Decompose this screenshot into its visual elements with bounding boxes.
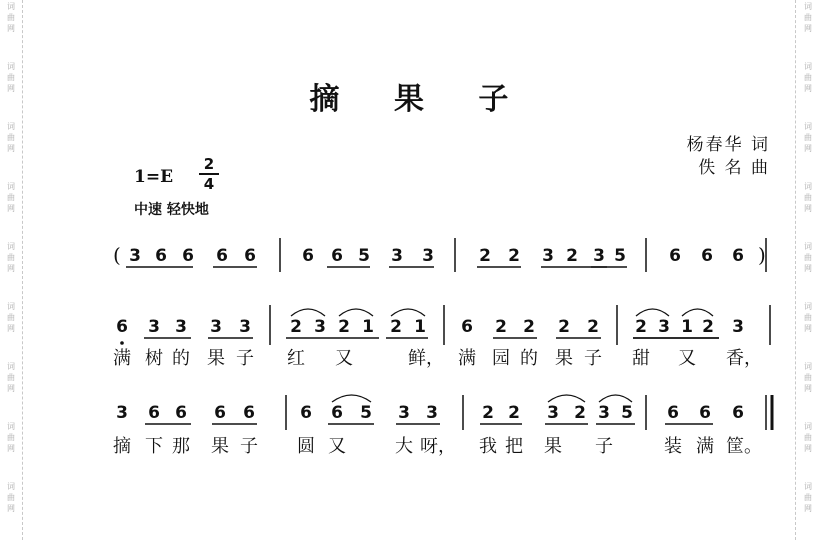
note: 2	[508, 246, 520, 266]
lyric-syllable: 装	[664, 436, 682, 457]
watermark-char: 曲	[804, 13, 812, 22]
lyric-syllable: 果	[211, 436, 229, 457]
slur	[682, 309, 713, 316]
watermark-char: 曲	[7, 433, 15, 442]
lyric-syllable: 果	[544, 436, 562, 457]
note: 3	[116, 403, 128, 423]
watermark-char: 词	[7, 422, 15, 431]
note: 6	[701, 246, 713, 266]
lyric-syllable: 子	[236, 348, 254, 369]
note: 3	[129, 246, 141, 266]
watermark-char: 词	[804, 422, 812, 431]
note: 3	[426, 403, 438, 423]
watermark-char: 词	[7, 242, 15, 251]
watermark-char: 词	[804, 182, 812, 191]
watermark-char: 网	[7, 444, 15, 453]
lyric-syllable: 满	[113, 348, 131, 369]
note: 3	[422, 246, 434, 266]
lyric-syllable: 香，	[726, 348, 762, 369]
watermark-char: 网	[7, 264, 15, 273]
note: 6	[300, 403, 312, 423]
watermark-char: 网	[7, 24, 15, 33]
lyric-syllable: 下	[145, 436, 163, 457]
watermark-char: 曲	[804, 493, 812, 502]
lyric-syllable: 树	[145, 348, 163, 369]
note: 2	[479, 246, 491, 266]
slur	[339, 309, 373, 316]
watermark-char: 网	[7, 144, 15, 153]
note: 2	[702, 317, 714, 337]
watermark-char: 网	[7, 204, 15, 213]
note: 3	[391, 246, 403, 266]
note: 2	[574, 403, 586, 423]
lyric-syllable: 大	[395, 436, 413, 457]
note: 6	[669, 246, 681, 266]
note: 6	[302, 246, 314, 266]
note: 2	[495, 317, 507, 337]
watermark-char: 词	[7, 62, 15, 71]
note: 2	[523, 317, 535, 337]
lyric-syllable: 子	[240, 436, 258, 457]
lyric-syllable: 甜	[632, 348, 650, 369]
note: 3	[148, 317, 160, 337]
note: 6	[116, 317, 128, 337]
lyric-syllable: 子	[584, 348, 602, 369]
watermark-char: 曲	[804, 373, 812, 382]
watermark-char: 曲	[804, 313, 812, 322]
note: 2	[587, 317, 599, 337]
note: 2	[338, 317, 350, 337]
note: 6	[244, 246, 256, 266]
note: 6	[331, 403, 343, 423]
watermark-char: 曲	[804, 253, 812, 262]
slur	[636, 309, 669, 316]
watermark-char: 网	[7, 384, 15, 393]
note: 3	[598, 403, 610, 423]
watermark-char: 词	[804, 62, 812, 71]
lyric-syllable: 果	[207, 348, 225, 369]
note: 3	[175, 317, 187, 337]
note: 3	[314, 317, 326, 337]
watermark-char: 网	[804, 84, 812, 93]
watermark-char: 词	[7, 302, 15, 311]
watermark-char: 词	[7, 122, 15, 131]
note: 3	[547, 403, 559, 423]
slur	[332, 395, 371, 402]
watermark-char: 网	[804, 384, 812, 393]
note: 3	[210, 317, 222, 337]
lyric-syllable: 的	[172, 348, 190, 369]
note: 3	[398, 403, 410, 423]
note: 3	[732, 317, 744, 337]
time-signature-top: 2	[203, 155, 215, 173]
watermark-char: 曲	[7, 133, 15, 142]
lyric-syllable: 圆	[297, 436, 315, 457]
watermark-char: 曲	[804, 193, 812, 202]
watermark-char: 词	[7, 482, 15, 491]
note: 6	[155, 246, 167, 266]
note: 1	[362, 317, 374, 337]
lyric-syllable: 我	[479, 436, 497, 457]
watermark-char: 词	[804, 122, 812, 131]
watermark-char: 词	[804, 302, 812, 311]
watermark-char: 词	[804, 482, 812, 491]
note: 2	[558, 317, 570, 337]
lyric-syllable: 的	[520, 348, 538, 369]
note: 2	[390, 317, 402, 337]
lyric-syllable: 呀，	[420, 436, 456, 457]
note: 6	[216, 246, 228, 266]
watermark-char: 网	[804, 144, 812, 153]
watermark-char: 曲	[7, 253, 15, 262]
note: 6	[461, 317, 473, 337]
note: 2	[290, 317, 302, 337]
watermark-char: 曲	[804, 73, 812, 82]
note: 2	[635, 317, 647, 337]
repeat-paren-close: )	[758, 243, 766, 267]
lyric-syllable: 把	[505, 436, 523, 457]
lyric-syllable: 那	[172, 436, 190, 457]
watermark-char: 网	[804, 264, 812, 273]
watermark-char: 曲	[7, 73, 15, 82]
watermark-char: 网	[7, 84, 15, 93]
note: 5	[614, 246, 626, 266]
watermark-char: 曲	[804, 133, 812, 142]
watermark-char: 曲	[7, 13, 15, 22]
composer-credit: 佚 名 曲	[698, 158, 770, 178]
lyric-syllable: 满	[696, 436, 714, 457]
watermark-char: 曲	[804, 433, 812, 442]
watermark-char: 词	[804, 242, 812, 251]
note: 6	[243, 403, 255, 423]
key-signature: 1=E	[134, 167, 174, 187]
watermark-char: 词	[804, 362, 812, 371]
note: 3	[658, 317, 670, 337]
watermark-char: 网	[7, 324, 15, 333]
song-title: 摘 果 子	[309, 82, 531, 117]
note: 2	[508, 403, 520, 423]
time-signature-bottom: 4	[203, 175, 215, 193]
watermark-char: 词	[804, 2, 812, 11]
lyric-syllable: 子	[595, 436, 613, 457]
lyric-syllable: 筐。	[726, 436, 762, 457]
watermark-char: 网	[804, 24, 812, 33]
watermark-char: 网	[804, 504, 812, 513]
watermark-char: 曲	[7, 193, 15, 202]
watermark-char: 网	[804, 444, 812, 453]
note: 2	[482, 403, 494, 423]
lyric-syllable: 红	[287, 348, 305, 369]
note: 6	[667, 403, 679, 423]
lyric-syllable: 果	[555, 348, 573, 369]
watermark-char: 网	[7, 504, 15, 513]
slur	[599, 395, 632, 402]
slur	[291, 309, 325, 316]
lyric-syllable: 摘	[113, 436, 131, 457]
watermark-char: 网	[804, 324, 812, 333]
lyric-syllable: 鲜，	[408, 348, 444, 369]
watermark-char: 曲	[7, 493, 15, 502]
note: 6	[182, 246, 194, 266]
watermark-char: 词	[7, 182, 15, 191]
note: 6	[732, 403, 744, 423]
lyric-syllable: 又	[335, 348, 353, 369]
note: 6	[732, 246, 744, 266]
note: 3	[593, 246, 605, 266]
lyricist-credit: 杨春华 词	[686, 135, 770, 155]
lyric-syllable: 又	[678, 348, 696, 369]
note: 6	[331, 246, 343, 266]
repeat-paren-open: (	[113, 243, 121, 267]
note: 3	[542, 246, 554, 266]
note: 5	[621, 403, 633, 423]
note: 1	[681, 317, 693, 337]
note: 6	[148, 403, 160, 423]
watermark-char: 网	[804, 204, 812, 213]
lyric-syllable: 满	[458, 348, 476, 369]
lyric-syllable: 园	[492, 348, 510, 369]
watermark-char: 词	[7, 362, 15, 371]
watermark-char: 曲	[7, 373, 15, 382]
watermark-char: 词	[7, 2, 15, 11]
low-octave-dot	[120, 341, 124, 345]
lyric-syllable: 又	[328, 436, 346, 457]
slur	[548, 395, 585, 402]
note: 5	[358, 246, 370, 266]
note: 2	[566, 246, 578, 266]
watermark-char: 曲	[7, 313, 15, 322]
slur	[391, 309, 425, 316]
note: 3	[239, 317, 251, 337]
note: 6	[214, 403, 226, 423]
tempo-marking: 中速 轻快地	[134, 202, 209, 218]
note: 1	[414, 317, 426, 337]
note: 6	[175, 403, 187, 423]
note: 5	[360, 403, 372, 423]
note: 6	[699, 403, 711, 423]
